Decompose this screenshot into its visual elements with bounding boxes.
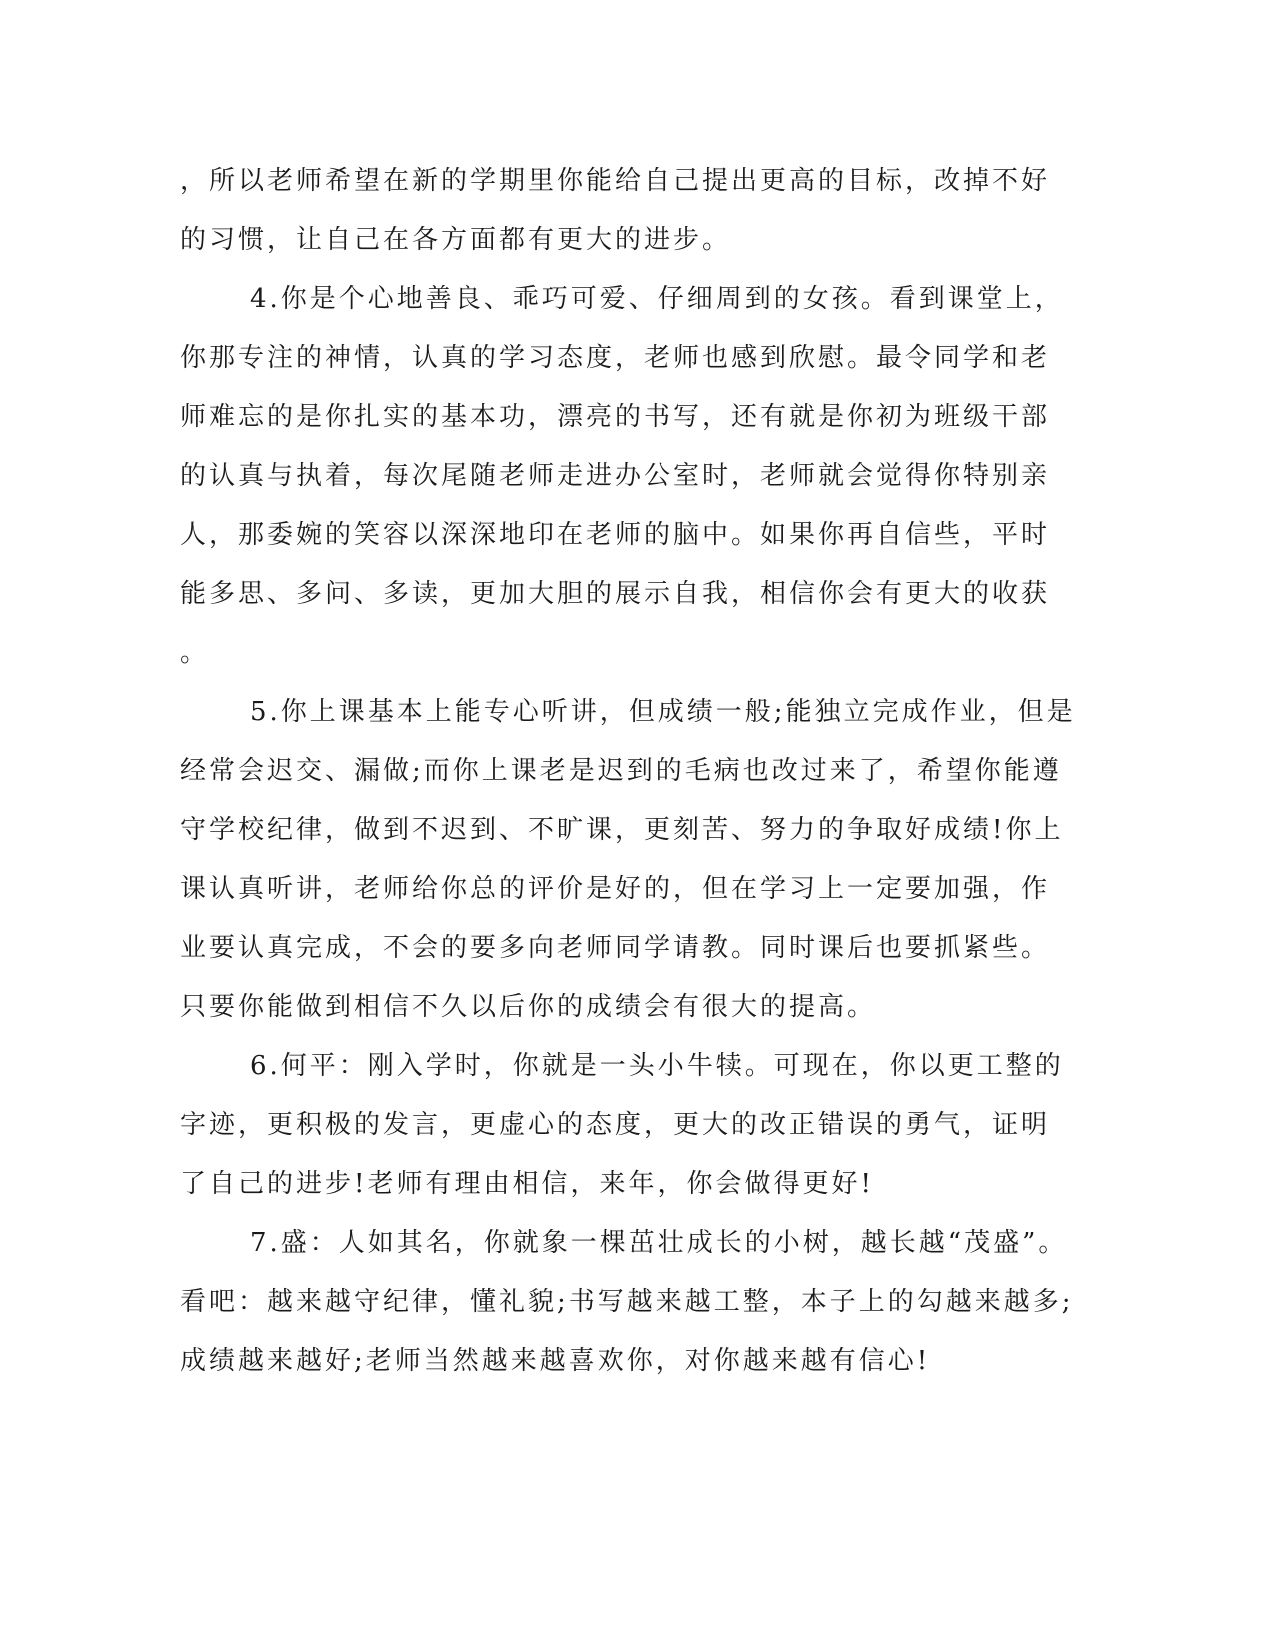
text-line-2: 的习惯，让自己在各方面都有更大的进步。 [180,225,732,255]
paragraph-5-line-3: 守学校纪律，做到不迟到、不旷课，更刻苦、努力的争取好成绩!你上 [180,815,1064,845]
paragraph-5-line-6: 只要你能做到相信不久以后你的成绩会有很大的提高。 [180,992,877,1022]
paragraph-7-line-2: 看吧：越来越守纪律，懂礼貌;书写越来越工整，本子上的勾越来越多; [180,1287,1074,1317]
paragraph-4-line-2: 你那专注的神情，认真的学习态度，老师也感到欣慰。最令同学和老 [180,343,1051,373]
paragraph-5-line-1: 5.你上课基本上能专心听讲，但成绩一般;能独立完成作业，但是 [250,697,1076,727]
paragraph-5-line-5: 业要认真完成，不会的要多向老师同学请教。同时课后也要抓紧些。 [180,933,1051,963]
paragraph-4-line-4: 的认真与执着，每次尾随老师走进办公室时，老师就会觉得你特别亲 [180,461,1051,491]
paragraph-4-line-6: 能多思、多问、多读，更加大胆的展示自我，相信你会有更大的收获 [180,579,1051,609]
paragraph-7-line-3: 成绩越来越好;老师当然越来越喜欢你，对你越来越有信心! [180,1346,931,1376]
paragraph-4-line-7: 。 [180,638,210,668]
text-line-1: ，所以老师希望在新的学期里你能给自己提出更高的目标，改掉不好 [180,166,1051,196]
paragraph-6-line-1: 6.何平：刚入学时，你就是一头小牛犊。可现在，你以更工整的 [250,1051,1064,1081]
paragraph-6-line-2: 字迹，更积极的发言，更虚心的态度，更大的改正错误的勇气，证明 [180,1110,1051,1140]
paragraph-4-line-5: 人，那委婉的笑容以深深地印在老师的脑中。如果你再自信些，平时 [180,520,1051,550]
paragraph-7-line-1: 7.盛：人如其名，你就象一棵茁壮成长的小树，越长越“茂盛”。 [250,1228,1068,1258]
paragraph-6-line-3: 了自己的进步!老师有理由相信，来年，你会做得更好! [180,1169,874,1199]
paragraph-4-line-1: 4.你是个心地善良、乖巧可爱、仔细周到的女孩。看到课堂上， [250,284,1064,314]
paragraph-5-line-4: 课认真听讲，老师给你总的评价是好的，但在学习上一定要加强，作 [180,874,1051,904]
paragraph-4-line-3: 师难忘的是你扎实的基本功，漂亮的书写，还有就是你初为班级干部 [180,402,1051,432]
paragraph-5-line-2: 经常会迟交、漏做;而你上课老是迟到的毛病也改过来了，希望你能遵 [180,756,1062,786]
